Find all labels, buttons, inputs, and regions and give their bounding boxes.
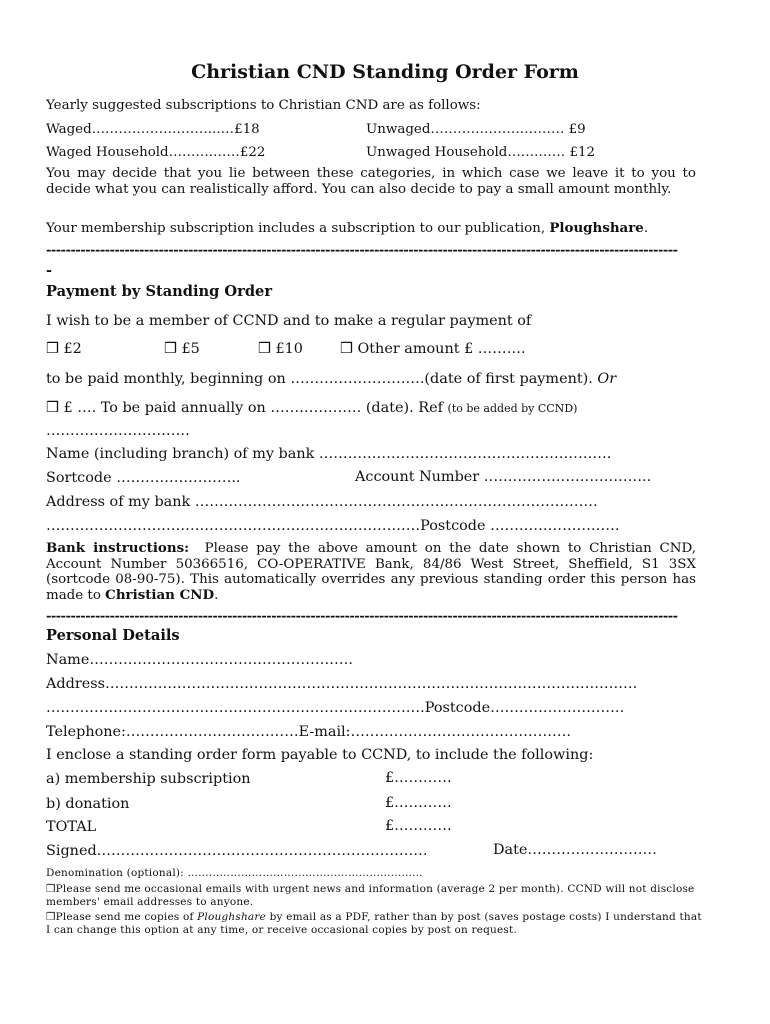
publication-name: Ploughshare (549, 220, 644, 236)
pdf-option-rest: by email as a PDF, rather than by post (saves postage costs) I understand that I can change this option at any time, or receive occasional copies by post on request. (46, 911, 702, 936)
monthly-line (46, 370, 616, 388)
address-postcode-field[interactable]: …………………………………………………………………….Postcode………………………. (46, 700, 625, 716)
annual-line[interactable] (46, 399, 577, 418)
email-option-checkbox[interactable]: ❒Please send me occasional emails with urgent news and information (average 2 per month). CCND will not disclose members' email addresses to anyone. (46, 883, 695, 908)
bank-address-postcode-field[interactable]: ……………………………………………………………………Postcode ……………………… (46, 518, 620, 534)
pdf-option-checkbox[interactable] (46, 911, 702, 936)
rate-waged-household: Waged Household……….……£22 (46, 145, 266, 160)
divider-2: --------------------------------------------------------------------------------------------------------------------------------- (46, 609, 678, 624)
rate-waged: Waged………………………..…£18 (46, 122, 260, 137)
membership-text (46, 219, 648, 238)
bank-instructions-end: . (214, 587, 219, 603)
pdf-option-prefix: ❒Please send me copies of (46, 911, 194, 923)
item-total-amount[interactable]: £………… (385, 818, 452, 834)
rate-unwaged-household: Unwaged Household…….…… £12 (366, 145, 596, 160)
item-membership-amount[interactable]: £………… (385, 770, 452, 786)
payment-wish: I wish to be a member of CCND and to make a regular payment of (46, 313, 532, 329)
account-number-field[interactable]: Account Number …………………………….. (355, 469, 652, 485)
ref-dots[interactable]: ………………………… (46, 423, 190, 439)
name-field[interactable]: Name………………………………………………. (46, 652, 353, 668)
personal-heading: Personal Details (46, 627, 180, 644)
option-10[interactable]: ❒ £10 (258, 341, 303, 357)
annual-text: ❒ £ …. To be paid annually on ………………. (date). Ref (46, 400, 443, 416)
monthly-text: to be paid monthly, beginning on ……………………….(date of first payment). (46, 371, 593, 387)
pdf-option-title: Ploughshare (197, 911, 267, 923)
item-donation-label: b) donation (46, 796, 130, 812)
option-5[interactable]: ❒ £5 (164, 341, 200, 357)
bank-address-field[interactable]: Address of my bank ………………………………………………………………………… (46, 494, 598, 510)
period: . (643, 221, 649, 236)
bank-instructions-label: Bank instructions: (46, 540, 190, 556)
or-text: Or (597, 371, 617, 387)
item-donation-amount[interactable]: £………… (385, 795, 452, 811)
address-field[interactable]: Address………………………………………………………………………………………………… (46, 676, 638, 692)
date-field[interactable]: Date……………………… (493, 842, 657, 858)
option-other[interactable]: ❒ Other amount £ ………. (340, 341, 526, 357)
divider-1: --------------------------------------------------------------------------------------------------------------------------------- (46, 243, 678, 258)
page-title: Christian CND Standing Order Form (191, 61, 579, 83)
enclose-text: I enclose a standing order form payable to CCND, to include the following: (46, 747, 594, 763)
bank-name-field[interactable]: Name (including branch) of my bank ……………………………………………………. (46, 446, 612, 462)
payment-heading: Payment by Standing Order (46, 283, 273, 300)
ref-note: (to be added by CCND) (447, 402, 578, 415)
bank-instructions-text: Please pay the above amount on the date shown to Christian CND, Account Number 50366516, CO-OPERATIVE Bank, 84/86 West Street, Sheffield, S1 3SX (sortcode 08-90-75). This automatically overrides any previous standing order this person has made to (46, 541, 696, 603)
decide-paragraph: You may decide that you lie between these categories, in which case we leave it to you to decide what you can realistically afford. You can also decide to pay a small amount monthly. (46, 166, 696, 197)
option-2[interactable]: ❒ £2 (46, 341, 82, 357)
telephone-email-field[interactable]: Telephone:………………………………E-mail:………………………………………. (46, 724, 571, 740)
signed-field[interactable]: Signed…………………………………………………………… (46, 843, 428, 859)
item-membership-label: a) membership subscription (46, 771, 251, 787)
bank-instructions (46, 541, 696, 603)
bank-instructions-org: Christian CND (105, 586, 215, 603)
item-total-label: TOTAL (46, 819, 97, 835)
sortcode-field[interactable]: Sortcode …………………….. (46, 470, 241, 486)
intro-text: Yearly suggested subscriptions to Christian CND are as follows: (46, 98, 481, 113)
rate-unwaged: Unwaged………………………… £9 (366, 122, 586, 137)
denomination-field[interactable]: Denomination (optional): ………………………………………………………… (46, 867, 423, 879)
divider-1-tail: - (46, 262, 52, 279)
membership-sentence: Your membership subscription includes a subscription to our publication, (46, 221, 546, 236)
